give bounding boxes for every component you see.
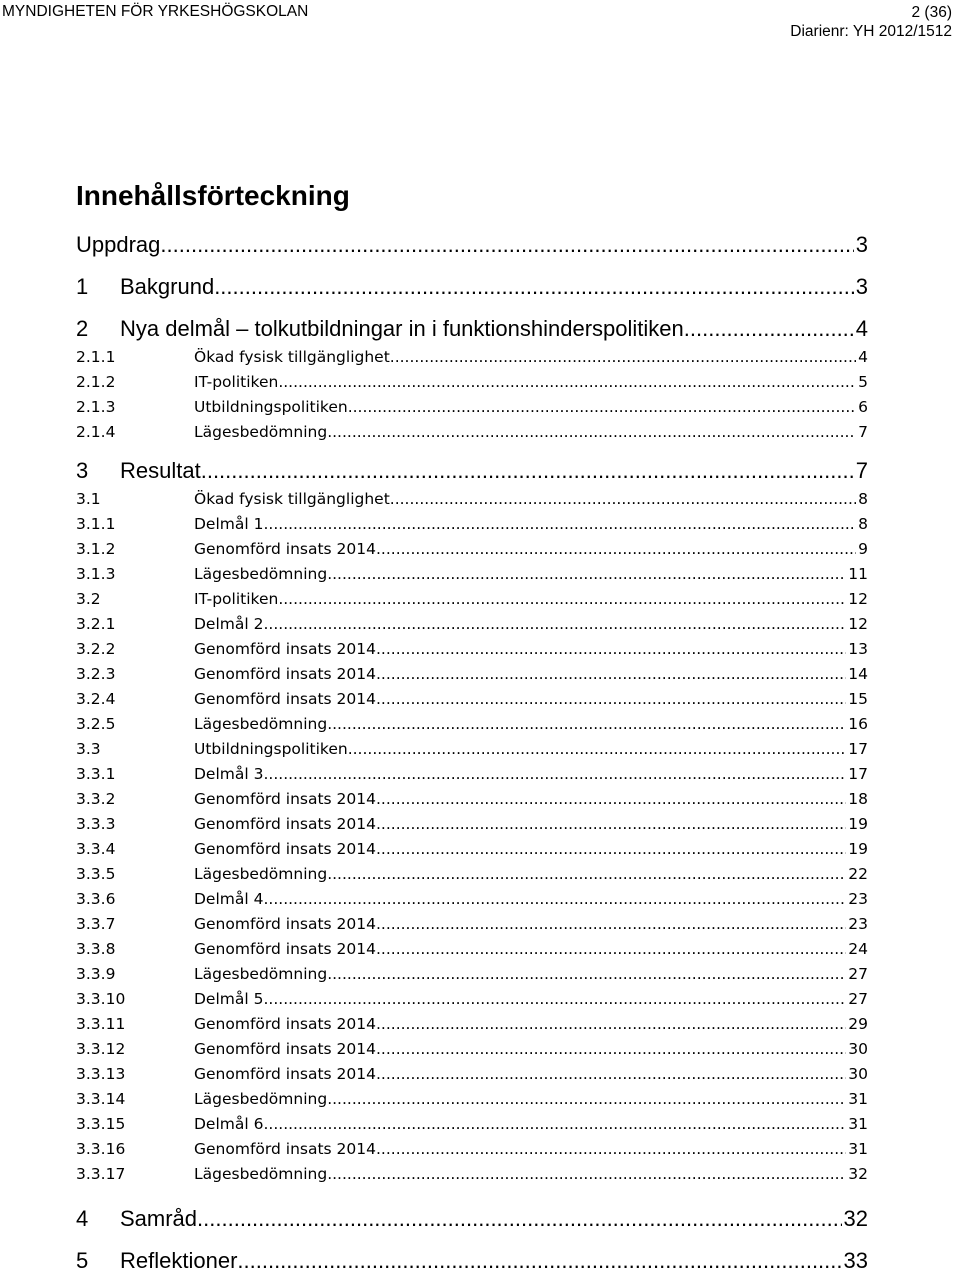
toc-entry[interactable] [76, 690, 868, 708]
header-agency: MYNDIGHETEN FÖR YRKESHÖGSKOLAN [2, 3, 309, 20]
toc-entry-title: Genomförd insats 2014 [194, 915, 376, 933]
toc-entry-title: Delmål 1 [194, 515, 264, 533]
toc-entry-title: Genomförd insats 2014 [194, 540, 376, 558]
toc-dot-leader [327, 715, 846, 733]
toc-entry-page: 31 [848, 1090, 868, 1108]
toc-dot-leader [376, 1015, 846, 1033]
toc-entry-title: Nya delmål – tolkutbildningar in i funktionshinderspolitiken [120, 316, 684, 341]
toc-entry[interactable] [76, 232, 868, 258]
toc-entry-title: Delmål 5 [194, 990, 264, 1008]
toc-entry-title: Lägesbedömning [194, 715, 328, 733]
toc-dot-leader [376, 1140, 846, 1158]
toc-entry-title: Resultat [120, 458, 201, 483]
toc-entry-number: 3.1.1 [76, 515, 116, 533]
toc-dot-leader [376, 540, 856, 558]
toc-dot-leader [348, 398, 856, 416]
toc-entry[interactable] [76, 715, 868, 733]
toc-dot-leader [327, 423, 856, 441]
toc-entry-page: 9 [858, 540, 868, 558]
toc-entry-number: 3 [76, 458, 89, 483]
toc-entry-title: Reflektioner [120, 1248, 238, 1273]
toc-entry-number: 3.3.11 [76, 1015, 126, 1033]
toc-entry-title: Genomförd insats 2014 [194, 1140, 376, 1158]
toc-dot-leader [395, 490, 856, 508]
toc-entry[interactable] [76, 373, 868, 391]
toc-dot-leader [376, 790, 846, 808]
toc-entry-page: 30 [848, 1040, 868, 1058]
toc-dot-leader [263, 890, 846, 908]
toc-entry-title: Genomförd insats 2014 [194, 665, 376, 683]
toc-dot-leader [376, 840, 846, 858]
toc-entry[interactable] [76, 790, 868, 808]
toc-entry[interactable] [76, 590, 868, 608]
toc-entry-page: 24 [848, 940, 868, 958]
toc-entry-page: 12 [848, 590, 868, 608]
toc-entry-number: 3.3.9 [76, 965, 116, 983]
table-of-contents [76, 0, 868, 1275]
toc-entry-page: 13 [848, 640, 868, 658]
toc-entry-number: 3.2.5 [76, 715, 116, 733]
toc-dot-leader [263, 515, 856, 533]
toc-entry-page: 14 [848, 665, 868, 683]
toc-entry[interactable] [76, 1015, 868, 1033]
toc-dot-leader [376, 665, 846, 683]
toc-entry-page: 29 [848, 1015, 868, 1033]
toc-entry[interactable] [76, 316, 868, 342]
toc-entry-title: Ökad fysisk tillgänglighet. [194, 490, 395, 508]
toc-entry-number: 3.3 [76, 740, 101, 758]
toc-entry-title: Genomförd insats 2014 [194, 790, 376, 808]
toc-dot-leader [263, 765, 846, 783]
toc-dot-leader [197, 1206, 841, 1232]
toc-entry-title: Genomförd insats 2014 [194, 1040, 376, 1058]
toc-dot-leader [327, 865, 846, 883]
toc-entry[interactable] [76, 458, 868, 484]
toc-entry-number: 3.1.2 [76, 540, 116, 558]
toc-dot-leader [376, 815, 846, 833]
toc-entry[interactable] [76, 398, 868, 416]
toc-entry-title: Genomförd insats 2014 [194, 690, 376, 708]
toc-entry-title: Genomförd insats 2014 [194, 1065, 376, 1083]
toc-entry[interactable] [76, 1065, 868, 1083]
toc-entry-page: 27 [848, 965, 868, 983]
toc-entry-title: Delmål 6 [194, 1115, 264, 1133]
toc-entry-page: 33 [843, 1248, 868, 1273]
toc-entry[interactable] [76, 274, 868, 300]
toc-entry-title: Genomförd insats 2014 [194, 940, 376, 958]
toc-entry-page: 27 [848, 990, 868, 1008]
toc-dot-leader [376, 940, 846, 958]
toc-entry-number: 3.3.5 [76, 865, 116, 883]
toc-dot-leader [327, 1165, 846, 1183]
toc-entry[interactable] [76, 1090, 868, 1108]
toc-entry[interactable] [76, 665, 868, 683]
toc-dot-leader [278, 590, 846, 608]
toc-entry-title: Lägesbedömning [194, 965, 328, 983]
toc-dot-leader [376, 690, 846, 708]
toc-entry-page: 3 [855, 274, 868, 299]
toc-entry[interactable] [76, 865, 868, 883]
toc-entry[interactable] [76, 1206, 868, 1232]
toc-dot-leader [395, 348, 856, 366]
toc-dot-leader [376, 640, 846, 658]
toc-entry[interactable] [76, 940, 868, 958]
toc-entry-page: 32 [848, 1165, 868, 1183]
toc-entry-number: 4 [76, 1206, 89, 1231]
toc-dot-leader [348, 740, 847, 758]
toc-entry-number: 2 [76, 316, 89, 341]
toc-entry-page: 23 [848, 890, 868, 908]
toc-entry-number: 3.3.1 [76, 765, 116, 783]
toc-entry-title: Ökad fysisk tillgänglighet. [194, 348, 395, 366]
toc-entry[interactable] [76, 915, 868, 933]
toc-entry-page: 4 [858, 348, 868, 366]
toc-entry[interactable] [76, 1040, 868, 1058]
toc-entry-title: Genomförd insats 2014 [194, 840, 376, 858]
toc-entry-title: Lägesbedömning [194, 423, 328, 441]
toc-entry-page: 12 [848, 615, 868, 633]
toc-entry-page: 17 [848, 740, 868, 758]
toc-entry-number: 2.1.3 [76, 398, 116, 416]
toc-dot-leader [263, 615, 846, 633]
toc-entry-page: 18 [848, 790, 868, 808]
toc-entry-number: 3.2.2 [76, 640, 116, 658]
toc-title: Innehållsförteckning [76, 180, 350, 211]
toc-entry-title: Lägesbedömning [194, 565, 328, 583]
toc-entry-number: 3.2.1 [76, 615, 116, 633]
toc-entry-number: 3.3.8 [76, 940, 116, 958]
toc-entry[interactable] [76, 423, 868, 441]
toc-entry-number: 2.1.2 [76, 373, 116, 391]
toc-entry-number: 3.1 [76, 490, 101, 508]
toc-entry-title: Genomförd insats 2014 [194, 640, 376, 658]
toc-entry-title: Lägesbedömning [194, 1090, 328, 1108]
toc-entry-title: IT-politiken [194, 373, 279, 391]
toc-entry[interactable] [76, 1248, 868, 1274]
toc-entry-title: Samråd [120, 1206, 198, 1231]
toc-entry-title: Delmål 4 [194, 890, 264, 908]
toc-dot-leader [263, 990, 846, 1008]
toc-entry[interactable] [76, 565, 868, 583]
toc-entry-page: 8 [858, 515, 868, 533]
toc-dot-leader [201, 458, 854, 484]
toc-entry-number: 3.2.3 [76, 665, 116, 683]
toc-entry-title: Genomförd insats 2014 [194, 1015, 376, 1033]
toc-entry-page: 6 [858, 398, 868, 416]
toc-entry-number: 3.3.12 [76, 1040, 126, 1058]
toc-dot-leader [263, 1115, 846, 1133]
toc-dot-leader [327, 1090, 846, 1108]
toc-dot-leader [376, 1040, 846, 1058]
toc-entry[interactable] [76, 540, 868, 558]
toc-entry[interactable] [76, 490, 868, 508]
toc-entry[interactable] [76, 990, 868, 1008]
toc-entry-page: 30 [848, 1065, 868, 1083]
diarienr: Diarienr: YH 2012/1512 [790, 23, 952, 40]
toc-entry-title: Bakgrund [120, 274, 215, 299]
toc-entry-page: 23 [848, 915, 868, 933]
toc-entry-title: Utbildningspolitiken [194, 740, 348, 758]
toc-entry[interactable] [76, 1140, 868, 1158]
toc-entry-page: 7 [855, 458, 868, 483]
toc-entry-page: 16 [848, 715, 868, 733]
toc-entry-page: 11 [848, 565, 868, 583]
toc-entry-title: Genomförd insats 2014 [194, 815, 376, 833]
toc-entry-number: 1 [76, 274, 89, 299]
toc-entry-number: 3.2.4 [76, 690, 116, 708]
toc-entry-number: 3.3.16 [76, 1140, 126, 1158]
toc-entry-title: Delmål 2 [194, 615, 264, 633]
toc-dot-leader [160, 232, 853, 258]
toc-entry-number: 3.1.3 [76, 565, 116, 583]
toc-entry-number: 3.3.7 [76, 915, 116, 933]
toc-dot-leader [214, 274, 854, 300]
toc-entry[interactable] [76, 348, 868, 366]
toc-entry[interactable] [76, 765, 868, 783]
toc-entry-title: Delmål 3 [194, 765, 264, 783]
toc-entry-title: Uppdrag [76, 232, 161, 257]
toc-entry[interactable] [76, 815, 868, 833]
toc-entry-number: 3.2 [76, 590, 101, 608]
toc-entry-page: 19 [848, 840, 868, 858]
toc-entry-number: 3.3.6 [76, 890, 116, 908]
toc-entry[interactable] [76, 965, 868, 983]
toc-entry-number: 3.3.14 [76, 1090, 126, 1108]
page-number: 2 (36) [911, 4, 952, 21]
toc-entry-page: 3 [855, 232, 868, 257]
toc-entry-number: 3.3.15 [76, 1115, 126, 1133]
toc-entry[interactable] [76, 840, 868, 858]
toc-dot-leader [684, 316, 854, 342]
toc-entry-page: 17 [848, 765, 868, 783]
toc-entry-page: 31 [848, 1115, 868, 1133]
toc-entry[interactable] [76, 740, 868, 758]
toc-entry-number: 3.3.10 [76, 990, 126, 1008]
toc-entry-number: 2.1.4 [76, 423, 116, 441]
toc-dot-leader [237, 1248, 841, 1274]
toc-entry[interactable] [76, 615, 868, 633]
toc-entry-page: 7 [858, 423, 868, 441]
toc-entry-number: 3.3.2 [76, 790, 116, 808]
toc-dot-leader [327, 565, 846, 583]
toc-entry-page: 15 [848, 690, 868, 708]
toc-entry-number: 3.3.3 [76, 815, 116, 833]
toc-entry-page: 19 [848, 815, 868, 833]
toc-entry-page: 32 [843, 1206, 868, 1231]
toc-entry-title: Lägesbedömning [194, 865, 328, 883]
toc-entry-title: Utbildningspolitiken [194, 398, 348, 416]
toc-entry-number: 5 [76, 1248, 89, 1273]
toc-entry-page: 22 [848, 865, 868, 883]
toc-entry[interactable] [76, 1165, 868, 1183]
toc-dot-leader [376, 1065, 846, 1083]
toc-entry-number: 3.3.4 [76, 840, 116, 858]
toc-entry-number: 3.3.17 [76, 1165, 126, 1183]
toc-entry[interactable] [76, 640, 868, 658]
toc-entry-page: 4 [855, 316, 868, 341]
toc-entry[interactable] [76, 1115, 868, 1133]
toc-entry-number: 3.3.13 [76, 1065, 126, 1083]
toc-entry-page: 31 [848, 1140, 868, 1158]
toc-dot-leader [327, 965, 846, 983]
toc-entry-title: Lägesbedömning [194, 1165, 328, 1183]
toc-entry-title: IT-politiken [194, 590, 279, 608]
toc-entry[interactable] [76, 515, 868, 533]
toc-entry-page: 5 [858, 373, 868, 391]
toc-entry-number: 2.1.1 [76, 348, 116, 366]
toc-dot-leader [376, 915, 846, 933]
toc-entry-page: 8 [858, 490, 868, 508]
toc-entry[interactable] [76, 890, 868, 908]
toc-dot-leader [278, 373, 856, 391]
